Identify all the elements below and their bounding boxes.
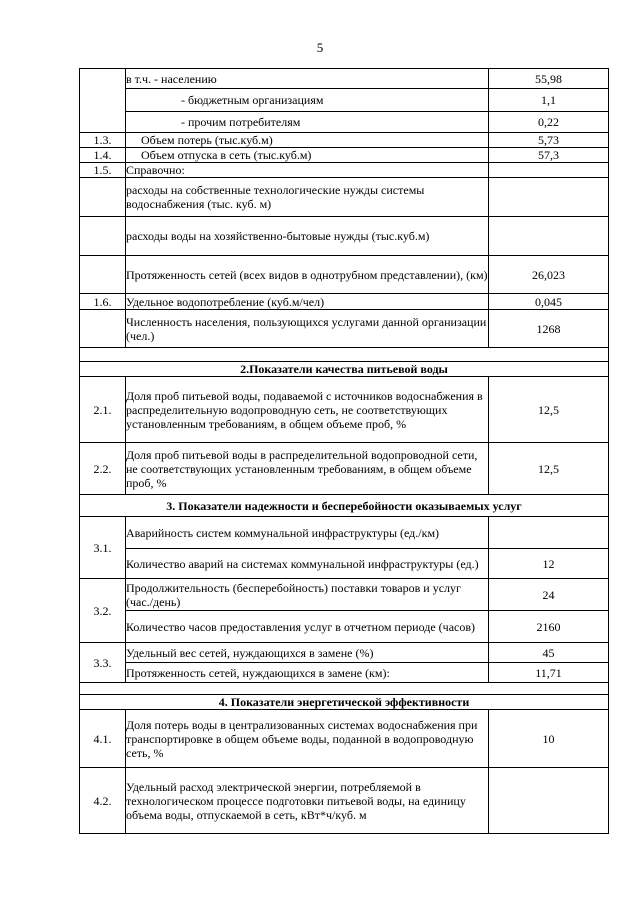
section-header-row (80, 362, 609, 377)
row-number: 2.2. (80, 443, 126, 495)
table-row (80, 163, 609, 178)
row-value: 12,5 (489, 377, 609, 443)
row-number-cell (80, 217, 126, 256)
row-value: 26,023 (489, 256, 609, 294)
row-label: Удельный расход электрической энергии, потребляемой в технологическом процессе подготовки питьевой воды, на единицу объема воды, отпускаемой в сеть, кВт*ч/куб. м (126, 768, 489, 834)
row-value: 12 (489, 549, 609, 579)
row-label: Доля потерь воды в централизованных системах водоснабжения при транспортировке в общем объеме воды, поданной в водопроводную сеть, % (126, 710, 489, 768)
row-label: Численность населения, пользующихся услугами данной организации (чел.) (126, 310, 489, 348)
table-row (80, 256, 609, 294)
row-number: 1.4. (80, 148, 126, 163)
section-title: 4. Показатели энергетической эффективности (80, 695, 609, 710)
table-row (80, 310, 609, 348)
row-number: 4.2. (80, 768, 126, 834)
row-value: 0,22 (489, 112, 609, 133)
table-row (80, 611, 609, 643)
spacer-cell (80, 683, 609, 695)
section-header-row (80, 695, 609, 710)
row-value: 24 (489, 579, 609, 611)
row-value: 11,71 (489, 663, 609, 683)
row-number: 3.3. (80, 643, 126, 683)
table-row (80, 443, 609, 495)
row-value: 12,5 (489, 443, 609, 495)
row-value: 45 (489, 643, 609, 663)
row-label: Удельный вес сетей, нуждающихся в замене (%) (126, 643, 489, 663)
row-value: 10 (489, 710, 609, 768)
row-number: 3.1. (80, 517, 126, 579)
row-value (489, 217, 609, 256)
row-label: Продолжительность (бесперебойность) поставки товаров и услуг (час./день) (126, 579, 489, 611)
table-row (80, 148, 609, 163)
row-value: 1268 (489, 310, 609, 348)
section-spacer-row (80, 683, 609, 695)
table-row (80, 89, 609, 112)
table-row (80, 133, 609, 148)
section-title: 3. Показатели надежности и бесперебойности оказываемых услуг (80, 495, 609, 517)
row-label: Доля проб питьевой воды, подаваемой с источников водоснабжения в распределительную водопроводную сеть, не соответствующих установленным требованиям, в общем объеме проб, % (126, 377, 489, 443)
row-label: Доля проб питьевой воды в распределительной водопроводной сети, не соответствующих установленным требованиям, в общем объеме проб, % (126, 443, 489, 495)
row-label: Протяженность сетей, нуждающихся в замене (км): (126, 663, 489, 683)
table-row (80, 69, 609, 89)
section-title: 2.Показатели качества питьевой воды (80, 362, 609, 377)
table-row (80, 178, 609, 217)
row-label: в т.ч. - населению (126, 69, 489, 89)
row-value: 0,045 (489, 294, 609, 310)
row-value (489, 768, 609, 834)
row-value (489, 178, 609, 217)
row-value: 57,3 (489, 148, 609, 163)
row-label: расходы на собственные технологические нужды системы водоснабжения (тыс. куб. м) (126, 178, 489, 217)
row-number: 1.3. (80, 133, 126, 148)
row-number: 2.1. (80, 377, 126, 443)
row-value (489, 163, 609, 178)
row-number-cell (80, 256, 126, 294)
table-row (80, 579, 609, 611)
table-row (80, 217, 609, 256)
table-row (80, 377, 609, 443)
row-number-cell (80, 310, 126, 348)
row-label: Удельное водопотребление (куб.м/чел) (126, 294, 489, 310)
section-spacer-row (80, 348, 609, 362)
row-label: - бюджетным организациям (126, 89, 489, 112)
row-number: 1.5. (80, 163, 126, 178)
table-row (80, 768, 609, 834)
row-label: - прочим потребителям (126, 112, 489, 133)
row-number-cell (80, 69, 126, 133)
row-label: расходы воды на хозяйственно-бытовые нужды (тыс.куб.м) (126, 217, 489, 256)
spacer-cell (80, 348, 609, 362)
row-label: Количество аварий на системах коммунальной инфраструктуры (ед.) (126, 549, 489, 579)
row-label: Справочно: (126, 163, 489, 178)
row-value: 1,1 (489, 89, 609, 112)
row-label: Количество часов предоставления услуг в отчетном периоде (часов) (126, 611, 489, 643)
table-row (80, 663, 609, 683)
table-row (80, 710, 609, 768)
row-value: 2160 (489, 611, 609, 643)
row-value (489, 517, 609, 549)
table-row (80, 294, 609, 310)
table-row (80, 112, 609, 133)
row-label: Объем отпуска в сеть (тыс.куб.м) (126, 148, 489, 163)
row-number: 1.6. (80, 294, 126, 310)
row-number-cell (80, 178, 126, 217)
table-row (80, 517, 609, 549)
section-header-row (80, 495, 609, 517)
row-value: 5,73 (489, 133, 609, 148)
table-row (80, 643, 609, 663)
row-number: 4.1. (80, 710, 126, 768)
page-number: 5 (316, 40, 324, 55)
table-row (80, 549, 609, 579)
row-label: Протяженность сетей (всех видов в однотрубном представлении), (км) (126, 256, 489, 294)
row-number: 3.2. (80, 579, 126, 643)
indicators-table (79, 68, 609, 834)
row-value: 55,98 (489, 69, 609, 89)
row-label: Аварийность систем коммунальной инфраструктуры (ед./км) (126, 517, 489, 549)
row-label: Объем потерь (тыс.куб.м) (126, 133, 489, 148)
